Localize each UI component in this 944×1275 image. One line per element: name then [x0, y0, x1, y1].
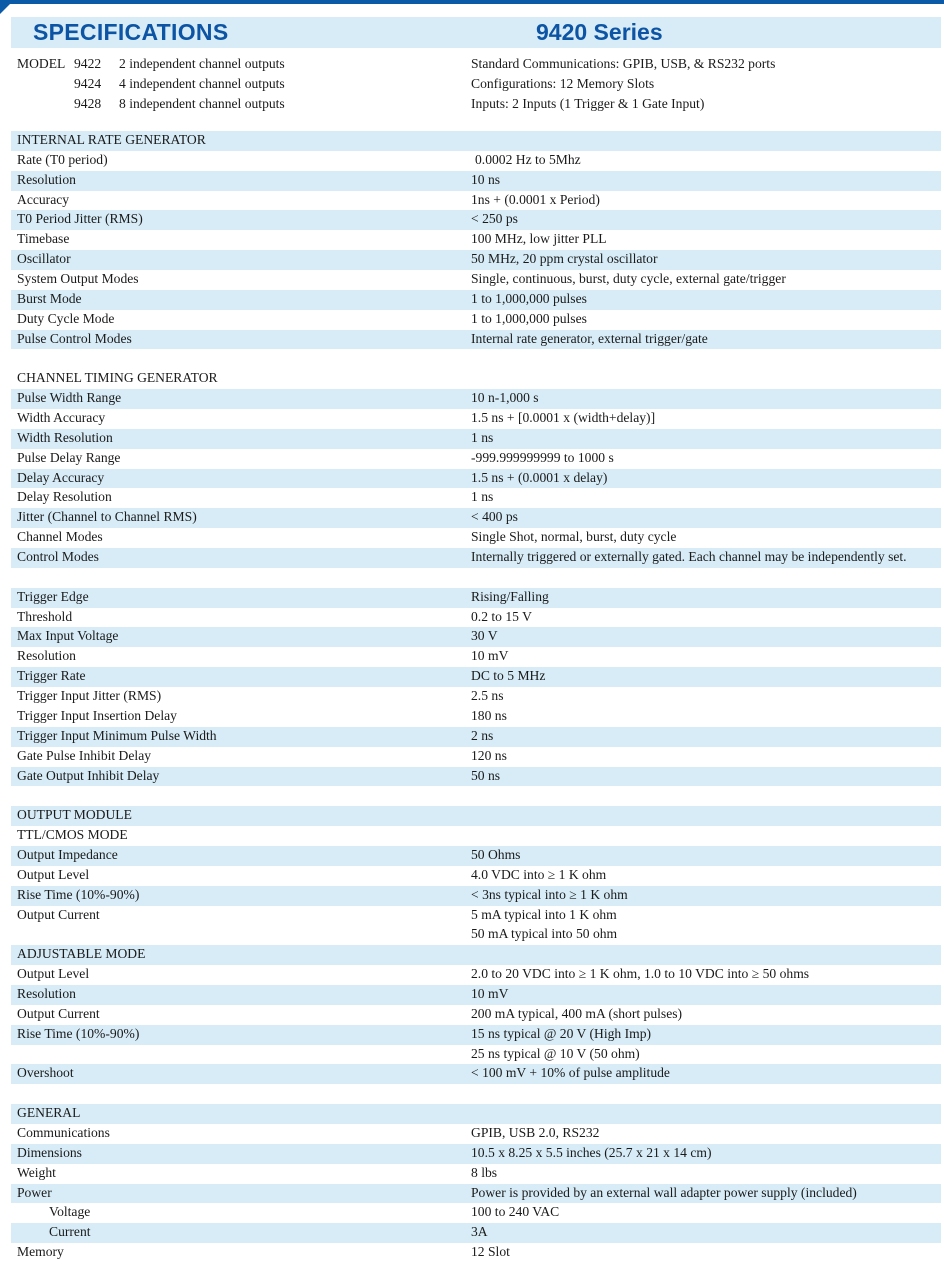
spec-label: Resolution — [17, 648, 76, 664]
spec-label: Width Accuracy — [17, 410, 106, 426]
model-description: 2 independent channel outputs — [119, 56, 285, 71]
spec-row — [11, 151, 941, 171]
spec-row — [11, 508, 941, 528]
spec-value: 2.0 to 20 VDC into ≥ 1 K ohm, 1.0 to 10 VDC into ≥ 50 ohms — [471, 966, 810, 982]
spec-row — [11, 727, 941, 747]
spec-label: Duty Cycle Mode — [17, 310, 115, 326]
spec-label: Timebase — [17, 231, 70, 247]
spec-label: Rate (T0 period) — [17, 151, 108, 167]
spec-label: Power — [17, 1184, 52, 1200]
model-row — [17, 94, 285, 114]
model-description: 8 independent channel outputs — [119, 96, 285, 111]
spec-label: Resolution — [17, 171, 76, 187]
spec-label: Gate Output Inhibit Delay — [17, 767, 160, 783]
spec-value: 100 to 240 VAC — [471, 1204, 560, 1220]
spec-row — [11, 469, 941, 489]
spec-value: 4.0 VDC into ≥ 1 K ohm — [471, 866, 607, 882]
spec-value: < 400 ps — [471, 509, 518, 525]
spacer-row — [11, 568, 941, 588]
spec-value: 100 MHz, low jitter PLL — [471, 231, 607, 247]
spec-row — [11, 1045, 941, 1065]
spec-value: Power is provided by an external wall adapter power supply (included) — [471, 1184, 857, 1200]
spec-value: Internally triggered or externally gated. Each channel may be independently set. — [471, 549, 907, 565]
page-title: SPECIFICATIONS — [33, 19, 229, 45]
model-description: 4 independent channel outputs — [119, 76, 285, 91]
spec-row — [11, 1124, 941, 1144]
spec-label: Threshold — [17, 608, 73, 624]
spec-value: 3A — [471, 1224, 488, 1240]
spec-row — [11, 866, 941, 886]
model-row — [17, 74, 285, 94]
spec-label: Current — [49, 1224, 91, 1240]
spec-row — [11, 627, 941, 647]
corner-accent — [0, 0, 14, 14]
spec-row — [11, 707, 941, 727]
spec-value: 30 V — [471, 628, 498, 644]
title-bar — [11, 17, 941, 48]
spec-label: Width Resolution — [17, 429, 113, 445]
spec-value: Single, continuous, burst, duty cycle, external gate/trigger — [471, 271, 786, 287]
spec-value: 1.5 ns + (0.0001 x delay) — [471, 469, 608, 485]
spec-value: 1.5 ns + [0.0001 x (width+delay)] — [471, 410, 656, 426]
spec-label: Output Current — [17, 906, 100, 922]
spec-row — [11, 925, 941, 945]
spec-row — [11, 310, 941, 330]
spec-value: 1 to 1,000,000 pulses — [471, 310, 587, 326]
spec-row — [11, 250, 941, 270]
top-accent-bar — [0, 0, 944, 4]
spec-label: Delay Resolution — [17, 489, 112, 505]
spec-label: Oscillator — [17, 251, 71, 267]
section-heading: INTERNAL RATE GENERATOR — [17, 132, 206, 147]
spec-label: Resolution — [17, 985, 76, 1001]
spec-label: Weight — [17, 1164, 56, 1180]
spec-row — [11, 767, 941, 787]
spec-label: Burst Mode — [17, 290, 82, 306]
spec-label: Delay Accuracy — [17, 469, 105, 485]
spec-row — [11, 1184, 941, 1204]
spec-value: 25 ns typical @ 10 V (50 ohm) — [471, 1045, 640, 1061]
spec-value: 5 mA typical into 1 K ohm — [471, 906, 617, 922]
subsection-heading: ADJUSTABLE MODE — [17, 946, 146, 962]
spec-value: Single Shot, normal, burst, duty cycle — [471, 529, 677, 545]
spec-row — [11, 886, 941, 906]
spacer-row — [11, 786, 941, 806]
spec-value: < 3ns typical into ≥ 1 K ohm — [471, 886, 628, 902]
spec-value: -999.999999999 to 1000 s — [471, 449, 614, 465]
model-label: MODEL — [17, 56, 66, 71]
spec-row — [11, 171, 941, 191]
spec-label: Output Impedance — [17, 846, 118, 862]
spec-value: 0.0002 Hz to 5Mhz — [475, 151, 581, 167]
spec-row — [11, 985, 941, 1005]
spec-row — [11, 528, 941, 548]
spec-row — [11, 608, 941, 628]
spec-label: System Output Modes — [17, 271, 139, 287]
spec-value: 50 ns — [471, 767, 501, 783]
model-row — [17, 54, 285, 74]
section-heading-row — [11, 369, 941, 389]
feature-list — [471, 54, 775, 114]
spec-row — [11, 667, 941, 687]
spec-value: 1 to 1,000,000 pulses — [471, 290, 587, 306]
section-heading: CHANNEL TIMING GENERATOR — [17, 370, 218, 386]
spec-row — [11, 488, 941, 508]
spec-label: Accuracy — [17, 191, 70, 207]
spec-value: 1 ns — [471, 429, 494, 445]
subsection-heading-row — [11, 945, 941, 965]
spec-row — [11, 906, 941, 926]
spec-value: 1 ns — [471, 489, 494, 505]
spec-label: Channel Modes — [17, 529, 103, 545]
spec-label: T0 Period Jitter (RMS) — [17, 211, 143, 227]
spec-label: Control Modes — [17, 549, 99, 565]
spec-row — [11, 429, 941, 449]
spec-value: 50 mA typical into 50 ohm — [471, 926, 618, 942]
spec-row — [11, 1243, 941, 1263]
spec-row — [11, 230, 941, 250]
spec-row — [11, 747, 941, 767]
spec-value: < 250 ps — [471, 211, 518, 227]
spec-value: 15 ns typical @ 20 V (High Imp) — [471, 1025, 652, 1041]
spec-value: 10.5 x 8.25 x 5.5 inches (25.7 x 21 x 14 cm) — [471, 1144, 712, 1160]
spec-value: 1ns + (0.0001 x Period) — [471, 191, 600, 207]
spec-label: Gate Pulse Inhibit Delay — [17, 747, 152, 763]
spec-label: Trigger Input Minimum Pulse Width — [17, 727, 217, 743]
spec-table — [11, 131, 941, 1263]
spec-value: 2.5 ns — [471, 688, 504, 704]
spec-value: 10 ns — [471, 171, 501, 187]
spec-label: Rise Time (10%-90%) — [17, 886, 140, 902]
spec-row — [11, 449, 941, 469]
spec-label: Voltage — [49, 1204, 91, 1220]
spec-label: Trigger Rate — [17, 668, 86, 684]
spec-row — [11, 1144, 941, 1164]
spec-value: 10 mV — [471, 985, 509, 1001]
spec-row — [11, 1064, 941, 1084]
spec-label: Memory — [17, 1244, 64, 1260]
spec-value: 200 mA typical, 400 mA (short pulses) — [471, 1005, 683, 1021]
spec-row — [11, 846, 941, 866]
spec-value: DC to 5 MHz — [471, 668, 546, 684]
model-number: 9422 — [74, 56, 102, 71]
spec-label: Output Level — [17, 866, 90, 882]
spec-value: 50 MHz, 20 ppm crystal oscillator — [471, 251, 658, 267]
spec-row — [11, 588, 941, 608]
section-heading-row — [11, 131, 941, 151]
spec-label: Trigger Input Jitter (RMS) — [17, 688, 162, 704]
section-heading: OUTPUT MODULE — [17, 807, 132, 823]
model-list — [17, 54, 285, 114]
spec-row — [11, 330, 941, 350]
spec-label: Pulse Width Range — [17, 390, 122, 406]
feature-item: Inputs: 2 Inputs (1 Trigger & 1 Gate Input) — [471, 96, 705, 111]
model-number: 9424 — [74, 76, 102, 91]
subsection-heading-row — [11, 826, 941, 846]
spec-value: < 100 mV + 10% of pulse amplitude — [471, 1065, 670, 1081]
section-heading-row — [11, 806, 941, 826]
spec-label: Output Current — [17, 1005, 100, 1021]
spec-label: Pulse Control Modes — [17, 330, 132, 346]
section-heading-row — [11, 1104, 941, 1124]
spec-row — [11, 1164, 941, 1184]
spec-value: 50 Ohms — [471, 846, 521, 862]
spec-row — [11, 210, 941, 230]
spec-value: 10 n-1,000 s — [471, 390, 539, 406]
spec-label: Output Level — [17, 966, 90, 982]
spec-label: Pulse Delay Range — [17, 449, 121, 465]
spec-row — [11, 389, 941, 409]
feature-item: Standard Communications: GPIB, USB, & RS232 ports — [471, 56, 776, 71]
spec-label: Jitter (Channel to Channel RMS) — [17, 509, 197, 525]
spec-row — [11, 290, 941, 310]
spec-value: 8 lbs — [471, 1164, 498, 1180]
spec-value: 120 ns — [471, 747, 507, 763]
spec-value: Rising/Falling — [471, 588, 549, 604]
spec-value: 180 ns — [471, 707, 507, 723]
spec-label: Max Input Voltage — [17, 628, 119, 644]
spec-value: GPIB, USB 2.0, RS232 — [471, 1124, 600, 1140]
spec-row — [11, 1203, 941, 1223]
spec-row — [11, 647, 941, 667]
subsection-heading: TTL/CMOS MODE — [17, 827, 128, 843]
spec-label: Rise Time (10%-90%) — [17, 1025, 140, 1041]
spec-row — [11, 1223, 941, 1243]
spacer-row — [11, 349, 941, 369]
spec-row — [11, 1005, 941, 1025]
spec-value: 12 Slot — [471, 1244, 510, 1260]
series-title: 9420 Series — [536, 19, 663, 45]
spec-row — [11, 1025, 941, 1045]
spec-row — [11, 409, 941, 429]
spec-row — [11, 687, 941, 707]
spec-value: Internal rate generator, external trigger/gate — [471, 330, 708, 346]
section-heading: GENERAL — [17, 1105, 81, 1121]
spec-label: Communications — [17, 1124, 110, 1140]
spec-label: Trigger Edge — [17, 588, 89, 604]
spec-value: 0.2 to 15 V — [471, 608, 532, 624]
spec-label: Overshoot — [17, 1065, 74, 1081]
spec-value: 2 ns — [471, 727, 494, 743]
spec-label: Dimensions — [17, 1144, 82, 1160]
feature-item: Configurations: 12 Memory Slots — [471, 76, 655, 91]
spec-value: 10 mV — [471, 648, 509, 664]
spec-label: Trigger Input Insertion Delay — [17, 707, 177, 723]
spacer-row — [11, 1084, 941, 1104]
spec-row — [11, 548, 941, 568]
spec-row — [11, 965, 941, 985]
spec-row — [11, 191, 941, 211]
model-number: 9428 — [74, 96, 102, 111]
spec-row — [11, 270, 941, 290]
